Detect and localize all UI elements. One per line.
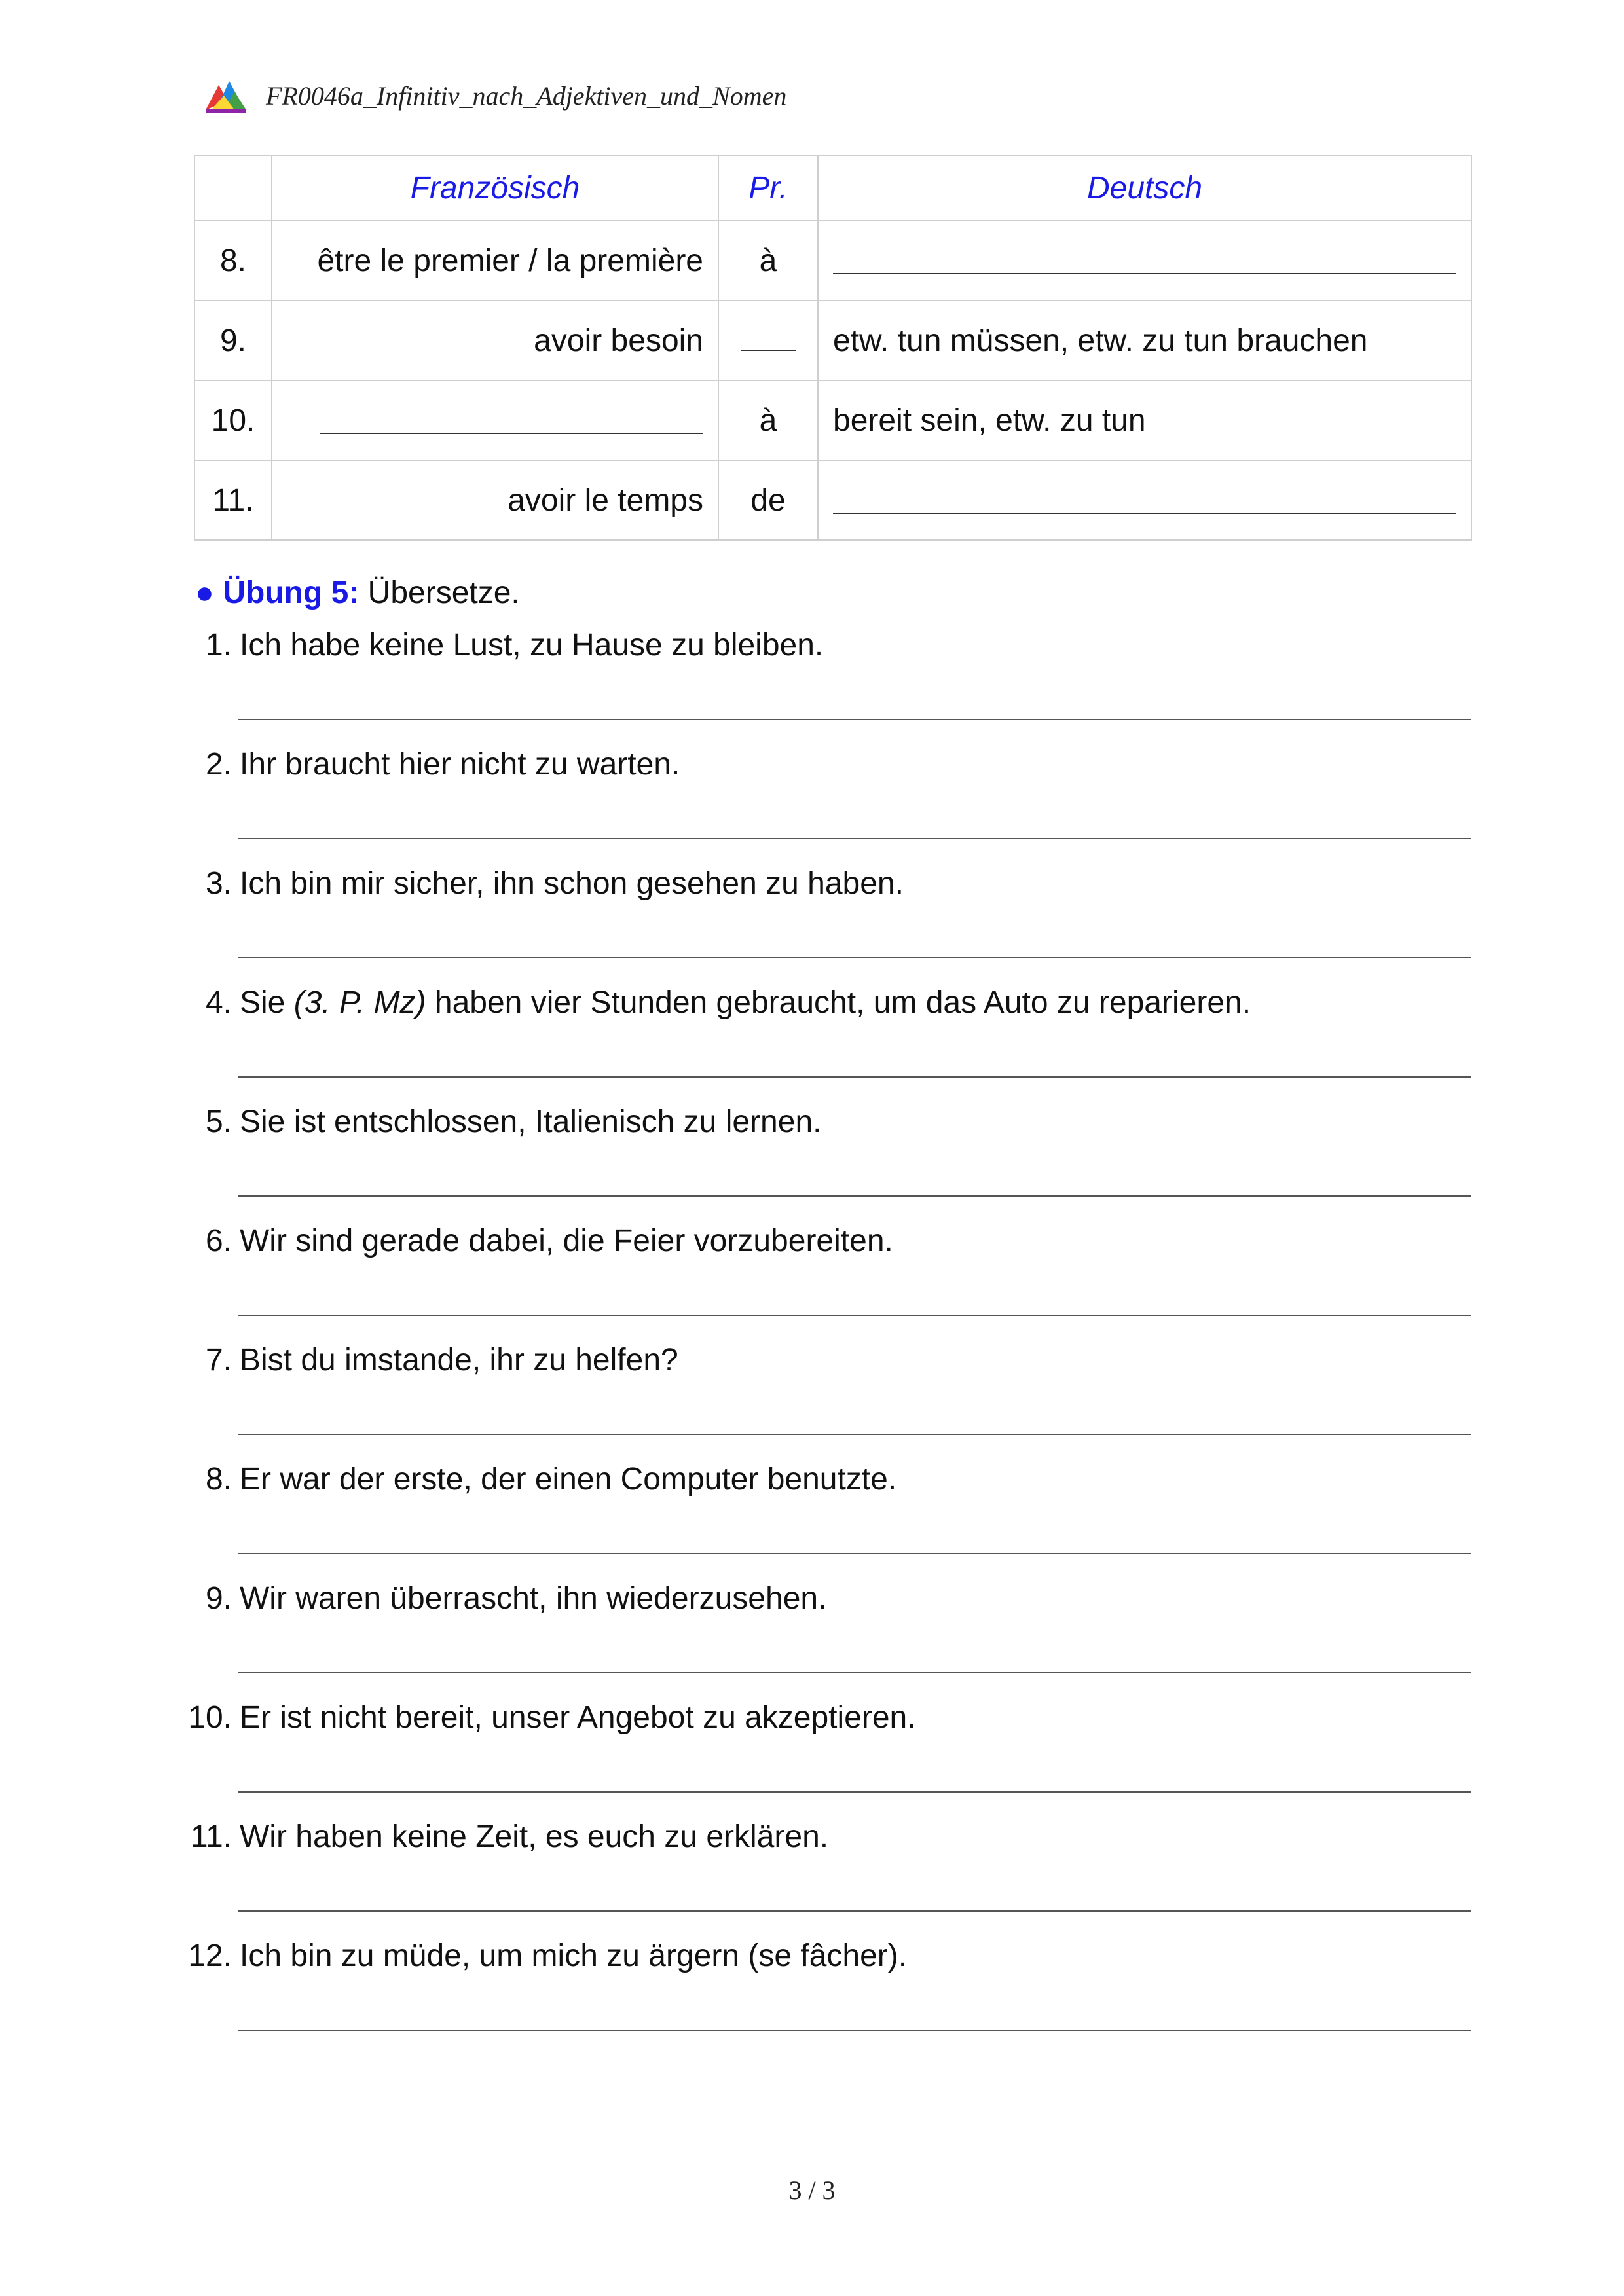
list-item [0,1700,1624,1778]
item-text: Sie ist entschlossen, Italienisch zu lernen. [240,1104,822,1139]
colorful-mountain-logo-icon [204,77,248,114]
answer-line[interactable] [238,1791,1471,1793]
item-text: Wir haben keine Zeit, es euch zu erklären. [240,1819,829,1854]
german-cell: bereit sein, etw. zu tun [818,380,1471,460]
answer-line[interactable] [238,719,1471,720]
grammar-hint: (3. P. Mz) [293,985,426,1020]
answer-line[interactable] [238,838,1471,839]
german-blank[interactable] [818,460,1471,540]
list-item [0,985,1624,1063]
answer-line[interactable] [238,1195,1471,1197]
item-number: 9. [205,1581,232,1616]
item-text-after: haben vier Stunden gebraucht, um das Auto zu reparieren. [434,985,1251,1020]
exercise-label: Übung 5: [223,575,360,610]
vocabulary-table [194,155,1472,541]
item-text: Er war der erste, der einen Computer benutzte. [240,1462,897,1497]
table-row [194,221,1471,301]
item-number: 10. [188,1700,232,1735]
table-row [194,460,1471,540]
answer-line[interactable] [238,1315,1471,1316]
item-text [240,985,1251,1021]
row-number: 11. [194,460,272,540]
exercise-instruction: Übersetze. [367,575,520,610]
header-num [194,155,272,221]
french-cell: être le premier / la première [272,221,718,301]
row-number: 9. [194,301,272,380]
preposition-blank[interactable] [718,301,818,380]
header-preposition: Pr. [718,155,818,221]
item-number: 1. [205,628,232,663]
item-text: Er ist nicht bereit, unser Angebot zu akzeptieren. [240,1700,916,1735]
french-cell: avoir besoin [272,301,718,380]
answer-line[interactable] [238,957,1471,958]
item-text: Ihr braucht hier nicht zu warten. [240,747,680,782]
item-number: 11. [190,1819,232,1854]
list-item [0,1819,1624,1897]
header-french: Französisch [272,155,718,221]
answer-line[interactable] [238,1434,1471,1435]
bullet-icon: ● [195,575,214,610]
row-number: 8. [194,221,272,301]
list-item [0,866,1624,944]
item-text: Wir sind gerade dabei, die Feier vorzubereiten. [240,1224,893,1258]
item-number: 2. [205,747,232,782]
table-header-row [194,155,1471,221]
german-cell: etw. tun müssen, etw. zu tun brauchen [818,301,1471,380]
table-row [194,301,1471,380]
item-number: 5. [205,1104,232,1139]
item-text-before: Sie [240,985,286,1020]
item-number: 7. [205,1343,232,1377]
list-item [0,1342,1624,1421]
list-item [0,746,1624,825]
item-number: 3. [205,866,232,901]
page-number: 3 / 3 [788,2176,836,2205]
preposition-cell: de [718,460,818,540]
item-text: Ich habe keine Lust, zu Hause zu bleiben. [240,628,824,663]
answer-line[interactable] [238,1553,1471,1554]
list-item [0,627,1624,706]
document-title: FR0046a_Infinitiv_nach_Adjektiven_und_Nomen [266,81,787,111]
list-item [0,1938,1624,2016]
header-german: Deutsch [818,155,1471,221]
item-text: Wir waren überrascht, ihn wiederzusehen. [240,1581,827,1616]
item-number: 4. [205,985,232,1020]
list-item [0,1104,1624,1182]
list-item [0,1461,1624,1540]
german-blank[interactable] [818,221,1471,301]
answer-line[interactable] [741,323,796,351]
item-text: Bist du imstande, ihr zu helfen? [240,1343,678,1377]
french-cell: avoir le temps [272,460,718,540]
item-number: 6. [205,1224,232,1258]
answer-line[interactable] [833,486,1456,514]
item-text: Ich bin mir sicher, ihn schon gesehen zu haben. [240,866,904,901]
preposition-cell: à [718,380,818,460]
exercise-heading [195,575,520,611]
answer-line[interactable] [238,1672,1471,1673]
item-number: 12. [188,1939,232,1973]
answer-line[interactable] [238,1076,1471,1078]
page-header [204,77,786,114]
answer-line[interactable] [238,1910,1471,1912]
answer-line[interactable] [833,247,1456,274]
list-item [0,1580,1624,1659]
row-number: 10. [194,380,272,460]
answer-line[interactable] [238,2030,1471,2031]
french-blank[interactable] [272,380,718,460]
item-number: 8. [205,1462,232,1497]
table-row [194,380,1471,460]
answer-line[interactable] [320,407,703,434]
preposition-cell: à [718,221,818,301]
list-item [0,1223,1624,1302]
item-text: Ich bin zu müde, um mich zu ärgern (se fâcher). [240,1939,908,1973]
